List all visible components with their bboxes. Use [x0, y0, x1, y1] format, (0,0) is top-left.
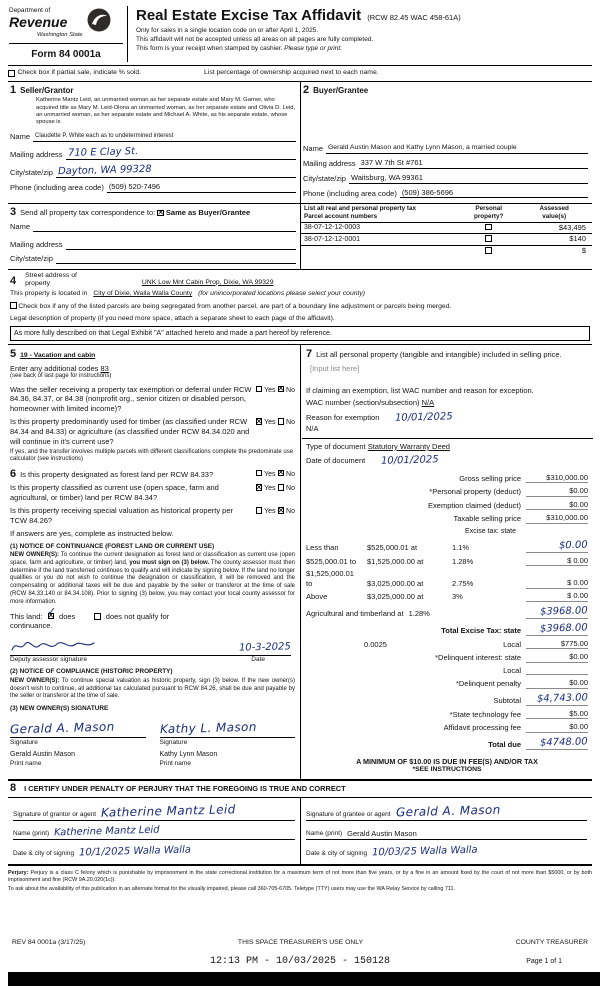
buyer-phone-value: (509) 386-5696	[401, 187, 454, 197]
deputy-assessor-signature-label: Deputy assessor signature	[10, 656, 87, 664]
assessed-value-header1: Assessed	[539, 205, 569, 213]
total-due-handwritten: $4748.00	[540, 736, 589, 749]
segregated-checkbox[interactable]	[10, 302, 17, 309]
ownership-percentage-note: List percentage of ownership acquired next to each name.	[204, 69, 379, 77]
bracket3-rate: 2.75%	[452, 578, 474, 588]
exemption-note: If claiming an exemption, list WAC number and reason for exception.	[306, 385, 534, 395]
street-address-label2: property	[25, 279, 51, 287]
section-1-number: 1	[10, 83, 17, 96]
grantor-signature-block	[8, 798, 300, 865]
print-name-label: Print name	[10, 759, 42, 767]
gross-selling-price-label: Gross selling price	[459, 473, 521, 483]
section-buyer-grantee	[300, 82, 592, 203]
yes-label: Yes	[264, 485, 276, 493]
grantee-signature-value[interactable]: Gerald A. Mason	[395, 802, 501, 820]
date-of-document-label: Date of document	[306, 455, 366, 465]
grantee-signature-label: Signature of grantee or agent	[306, 811, 391, 818]
partial-sale-row	[8, 66, 592, 82]
revenue-wordmark: Revenue	[9, 14, 68, 31]
this-land-label: This land:	[10, 611, 43, 621]
segregated-label: Check box if any of the listed parcels are being segregated from another parcel, are part of a boundary line adjustment or parcels being merged.	[18, 303, 452, 311]
assessed-value[interactable]: $140	[569, 234, 586, 244]
no-label: No	[286, 508, 295, 516]
grantee-date-city-value[interactable]: 10/03/25 Walla Walla	[371, 845, 478, 859]
additional-codes-value[interactable]: 83	[100, 363, 109, 373]
local-rate: 0.0025	[364, 639, 387, 649]
excise-tax-state-header: Excise tax: state	[465, 527, 516, 535]
total-excise-state-value[interactable]	[526, 622, 588, 636]
treasurer-space-label: THIS SPACE TREASURER'S USE ONLY	[237, 939, 364, 947]
does-label: does	[59, 611, 76, 621]
seller-city-label: City/state/zip	[10, 168, 53, 178]
buyer-city-value: Waitsburg, WA 99361	[350, 172, 423, 182]
seller-phone-value: (509) 520-7496	[108, 181, 161, 191]
exemption-deferral-question: Was the seller receiving a property tax exemption or deferral under RCW 84.36, 84.37, or 84.38 (nonprofit org., senior citizen or disabled person, homeowner with limited income)?	[10, 384, 252, 414]
correspondence-name-field[interactable]	[33, 223, 296, 232]
parcel-row	[301, 234, 592, 246]
correspondence-mailing-field[interactable]	[66, 241, 296, 250]
reason-exemption-handwritten-date[interactable]: 10/01/2025	[395, 411, 454, 424]
handwritten-check-icon: ✓	[46, 604, 56, 618]
bracket2-value[interactable]: $ 0.00	[526, 556, 588, 567]
assessed-value[interactable]: $43,495	[558, 222, 586, 232]
yes-checkbox[interactable]	[256, 470, 263, 477]
grantor-signature-value[interactable]: Katherine Mantz Leid	[100, 802, 236, 820]
bracket2-label: $525,000.01 to	[306, 556, 357, 566]
street-address-value[interactable]: UNK Low Mnt Cabin Prop, Dixie, WA 99329	[141, 278, 274, 286]
personal-property-checkbox[interactable]	[485, 247, 492, 254]
seller-name-field[interactable]	[33, 130, 296, 142]
agricultural-timberland-rate: 1.28%	[408, 609, 430, 619]
seller-city-value: Dayton, WA 99328	[57, 163, 152, 178]
section-tax-correspondence	[8, 204, 300, 268]
parcel-table	[300, 204, 592, 268]
yes-label: Yes	[264, 508, 276, 516]
correspondence-name-label: Name	[10, 222, 31, 232]
wac-number-label: WAC number (section/subsection)	[306, 398, 420, 408]
yes-checkbox[interactable]	[256, 386, 263, 393]
partial-sale-checkbox[interactable]	[8, 70, 15, 77]
see-back-note: (see back of last page for instructions)	[10, 373, 112, 380]
note-single-location: Only for sales in a single location code on or after April 1, 2025.	[136, 26, 319, 34]
section-2-number: 2	[303, 83, 310, 96]
state-technology-fee-label: *State technology fee	[449, 709, 521, 719]
type-of-document-value[interactable]: Statutory Warranty Deed	[367, 441, 450, 451]
seller-city-field[interactable]	[56, 164, 296, 178]
total-due-value[interactable]	[526, 736, 588, 750]
wac-number-value[interactable]: N/A	[421, 398, 435, 408]
form-header	[8, 6, 592, 66]
assessed-value-header2: value(s)	[542, 213, 567, 220]
section-3-number: 3	[10, 206, 17, 219]
rcw-reference: (RCW 82.45 WAC 458-61A)	[367, 13, 461, 22]
correspondence-city-label: City/state/zip	[10, 253, 53, 263]
yes-checkbox[interactable]	[256, 507, 263, 514]
current-use-question: Is this property classified as current use (open space, farm and agricultural, or timber) land per RCW 84.34?	[10, 483, 219, 503]
new-owner-2-block	[160, 721, 296, 769]
grantee-print-name-value[interactable]: Gerald Austin Mason	[347, 828, 417, 838]
total-excise-handwritten: $3968.00	[540, 622, 589, 635]
forest-land-question: Is this property designated as forest land per RCW 84.33?	[20, 469, 214, 479]
no-label: No	[286, 470, 295, 478]
redaction-bar	[8, 972, 600, 986]
affidavit-processing-fee-label: Affidavit processing fee	[443, 723, 521, 733]
does-not-qualify-checkbox[interactable]	[94, 613, 101, 620]
buyer-name-value: Gerald Austin Mason and Kathy Lynn Mason, a married couple	[328, 144, 517, 152]
seller-names-text: Katherine Mantz Leid, an unmarried woman as her separate estate and Mary M. Garner, who acquired title as Mary M. Leid-Olona an unmarried woman, as her separate estate and Olivia D. Leid, an unmarried woman, as her separate estate and Michael A. White, as his separate estate, whose spouse is	[36, 97, 296, 126]
taxable-selling-price-label: Taxable selling price	[453, 514, 521, 524]
buyer-mailing-value: 337 W 7th St #761	[360, 158, 423, 168]
note-receipt: This form is your receipt when stamped by cashier.	[136, 45, 283, 53]
new-owners-lead: NEW OWNER(S):	[10, 551, 59, 558]
continuance-label: continuance.	[10, 621, 53, 631]
type-of-document-label: Type of document	[306, 441, 366, 451]
section-seller-grantor	[8, 82, 300, 203]
page-number: Page 1 of 1	[526, 957, 562, 965]
grantor-print-name-label: Name (print)	[13, 830, 50, 837]
bracket1-rate: 1.1%	[452, 543, 470, 553]
footer-row	[12, 939, 588, 948]
certify-statement: I CERTIFY UNDER PENALTY OF PERJURY THAT THE FOREGOING IS TRUE AND CORRECT	[24, 784, 346, 794]
timber-agriculture-question: Is this property predominantly used for timber (as classified under RCW 84.34 and 84.33) or agriculture (as classified under RCW 84.34.020 and will continue in it's current use?	[10, 417, 250, 446]
buyer-phone-field[interactable]	[400, 188, 588, 199]
no-checkbox[interactable]	[278, 418, 285, 425]
agricultural-timberland-value[interactable]	[526, 605, 588, 619]
notice-continuance-body-c: The county assessor must then determine if the land transferred continues to qualify and will indicate by signing below. If the land no longer qualifies or you do not wish to continue the designation or classification, it will be removed and the compensating or additional taxes will be due and payable by the seller or transferor at the time of sale (RCW 84.33.140 or 84.34.108). Prior to signing (3) below, you may contact your local county assessor for more information.	[10, 559, 296, 605]
exemption-claimed-label: Exemption claimed (deduct)	[428, 500, 521, 510]
no-checkbox[interactable]	[278, 484, 285, 491]
yes-checkbox[interactable]	[256, 484, 263, 491]
county-treasurer-label: COUNTY TREASURER	[515, 939, 588, 947]
state-technology-fee-value[interactable]: $5.00	[526, 709, 588, 720]
same-as-buyer-checkbox[interactable]	[157, 210, 164, 217]
bracket3-value[interactable]: $ 0.00	[526, 578, 588, 589]
subtotal-label: Subtotal	[493, 696, 521, 706]
no-label: No	[286, 485, 295, 493]
agricultural-timberland-label: Agricultural and timberland at	[306, 609, 404, 619]
notice-continuance-body-bold: you must sign on (3) below.	[129, 559, 210, 566]
yes-checkbox[interactable]	[256, 418, 263, 425]
bracket4-amount: $3,025,000.00 at	[367, 592, 424, 602]
same-as-buyer-label: Same as Buyer/Grantee	[165, 208, 251, 218]
subtotal-value[interactable]	[526, 692, 588, 706]
sections-5-and-6	[8, 345, 300, 779]
personal-property-checkbox[interactable]	[485, 235, 492, 242]
complete-as-instructed-note: If answers are yes, complete as instructed below.	[10, 528, 174, 538]
located-in-value[interactable]: City of Dixie, Walla Walla County	[93, 290, 193, 298]
signature-label: Signature	[159, 739, 188, 747]
grantor-date-city-value[interactable]: 10/1/2025 Walla Walla	[78, 844, 192, 859]
gross-selling-price-value[interactable]: $310,000.00	[526, 473, 588, 484]
legal-description-label: Legal description of property (if you need more space, attach a separate sheet to each page of the affidavit).	[10, 314, 335, 322]
date-of-document-value[interactable]: 10/01/2025	[381, 453, 440, 467]
bracket3-label: $1,525,000.01 to	[306, 569, 354, 588]
grantee-date-city-label: Date & city of signing	[306, 850, 368, 857]
section-property-location	[8, 270, 592, 345]
notice-compliance-body: To continue special valuation as historic property, sign (3) below. If the new owner(s) doesn't wish to continue, all additional tax calculated pursuant to RCW 84.26, shall be due and payable by the seller or transferor at the time of sale.	[10, 677, 295, 700]
note-type-or-print: Please type or print.	[284, 45, 342, 53]
section-8-number: 8	[10, 782, 17, 795]
seller-name-value: Claudette P. White each as to undetermined interest	[35, 133, 174, 140]
parcel-number[interactable]: 38-07-12-12-0001	[304, 235, 361, 243]
section-6-number: 6	[10, 467, 17, 480]
seller-phone-field[interactable]	[107, 182, 296, 193]
bracket3-amount: $3,025,000.00 at	[367, 578, 424, 588]
signature-label: Signature	[10, 739, 38, 747]
no-checkbox[interactable]	[278, 386, 285, 393]
seller-phone-label: Phone (including area code)	[10, 182, 104, 192]
personal-property-intro: List all personal property (tangible and intangible) included in selling price.	[316, 349, 562, 359]
reason-exemption-value[interactable]: N/A	[306, 424, 319, 434]
agricultural-handwritten: $3968.00	[540, 605, 589, 618]
buyer-city-field[interactable]	[349, 173, 588, 184]
personal-property-header1: Personal	[475, 205, 502, 213]
deputy-assessor-signature-scribble	[10, 638, 96, 654]
parcel-row	[301, 246, 592, 258]
local2-value[interactable]	[526, 667, 588, 675]
no-checkbox[interactable]	[278, 470, 285, 477]
buyer-grantee-title: Buyer/Grantee	[313, 85, 369, 95]
correspondence-city-field[interactable]	[56, 255, 296, 264]
taxable-selling-price-value[interactable]: $310,000.00	[526, 513, 588, 524]
yes-label: Yes	[264, 470, 276, 478]
correspondence-parcels-sections	[8, 204, 592, 269]
certify-bar	[8, 781, 592, 798]
personal-property-list-field[interactable]: [Input list here]	[310, 363, 360, 373]
new-owners-signature-title: (3) NEW OWNER(S) SIGNATURE	[10, 705, 109, 713]
seller-mailing-label: Mailing address	[10, 150, 63, 160]
notice-continuance-title: (1) NOTICE OF CONTINUANCE (FOREST LAND OR CURRENT USE)	[10, 542, 215, 550]
section-divider	[302, 438, 593, 439]
parcel-header-line2: Parcel account numbers	[304, 213, 378, 220]
form-number: Form 84 0001a	[9, 43, 123, 62]
section-4-number: 4	[10, 275, 17, 288]
see-instructions-note: *SEE INSTRUCTIONS	[412, 766, 482, 774]
buyer-mailing-field[interactable]	[359, 158, 588, 169]
parcel-number[interactable]: 38-07-12-12-0003	[304, 224, 361, 232]
deputy-assessor-signature-line[interactable]	[10, 638, 291, 656]
washington-state-label: Washington State	[37, 31, 83, 38]
does-not-qualify-label: does not qualify for	[105, 611, 170, 621]
form-title: Real Estate Excise Tax Affidavit	[136, 7, 362, 24]
bracket4-rate: 3%	[452, 592, 463, 602]
new-owner-1-print-name: Gerald Austin Mason	[10, 750, 75, 758]
exemption-claimed-value[interactable]: $0.00	[526, 500, 588, 511]
agency-block	[8, 6, 128, 62]
buyer-mailing-label: Mailing address	[303, 159, 356, 169]
buyer-name-field[interactable]	[326, 142, 588, 154]
bracket4-value[interactable]: $ 0.00	[526, 591, 588, 602]
bracket2-rate: 1.28%	[452, 556, 474, 566]
grantee-signature-block	[300, 798, 592, 865]
located-in-note: (for unincorporated locations please select your county)	[198, 290, 366, 298]
yes-label: Yes	[264, 386, 276, 394]
accessibility-note: To ask about the availability of this publication in an alternate format for the visually impaired, please call 360-705-6705. Teletype (TTY) users may use the WA Relay Service by calling 711.	[8, 886, 455, 893]
predominate-use-note: If yes, and the transfer involves multiple parcels with different classifications complete the predominate use calculator (see instructions)	[10, 448, 294, 463]
bracket1-handwritten: $0.00	[559, 539, 589, 552]
total-due-label: Total due	[488, 739, 521, 749]
parcel-row	[301, 223, 592, 235]
local-value[interactable]: $775.00	[526, 639, 588, 650]
signature-section	[8, 798, 592, 867]
assessed-value[interactable]: $	[581, 246, 586, 256]
section-5-number: 5	[10, 347, 17, 360]
affidavit-processing-fee-value[interactable]: $0.00	[526, 722, 588, 733]
rev-number: REV 84 0001a (3/17/25)	[12, 939, 86, 947]
seller-mailing-value: 710 E Clay St.	[67, 146, 138, 159]
no-checkbox[interactable]	[278, 507, 285, 514]
no-label: No	[286, 419, 295, 427]
local2-label: Local	[503, 665, 521, 675]
perjury-text: Perjury is a class C felony which is punishable by imprisonment in the state correctional institution for a maximum term of not more than five years, or by a fine in an amount fixed by the court of not more than $5000, or by both imprisonment and fine (RCW 9A.20.020(1c)).	[8, 870, 593, 884]
delinquent-interest-label: *Delinquent interest: state	[435, 653, 521, 663]
buyer-name-label: Name	[303, 144, 324, 154]
parcel-header-line1: List all real and personal property tax	[304, 205, 416, 213]
personal-property-deduct-value[interactable]: $0.00	[526, 486, 588, 497]
new-owner-1-signature[interactable]: Gerald A. Mason	[9, 719, 115, 736]
minimum-due-note: A MINIMUM OF $10.00 IS DUE IN FEE(S) AND/OR TAX	[356, 756, 538, 766]
bracket4-label: Above	[306, 592, 328, 602]
historical-property-question: Is this property receiving special valuation as historical property per TCW 84.26?	[10, 506, 234, 526]
correspondence-label: Send all property tax correspondence to:	[20, 208, 156, 218]
subtotal-handwritten: $4,743.00	[536, 692, 589, 705]
seller-mailing-field[interactable]	[66, 146, 296, 160]
grantor-date-city-label: Date & city of signing	[13, 850, 75, 857]
legal-description-value[interactable]: As more fully described on that Legal Exhibit "A" attached hereto and made a part hereof by reference.	[10, 326, 590, 341]
personal-property-checkbox[interactable]	[485, 224, 492, 231]
seller-buyer-sections	[8, 82, 592, 204]
local-label: Local	[503, 639, 521, 649]
section-7-and-financial	[300, 345, 592, 779]
middle-sections	[8, 345, 592, 781]
department-of-label: Department of	[9, 7, 51, 14]
reason-exemption-label: Reason for exemption	[306, 413, 380, 423]
seller-name-label: Name	[10, 132, 31, 142]
grantor-signature-label: Signature of grantor or agent	[13, 811, 97, 818]
parcel-table-header	[301, 204, 592, 222]
street-address-label1: Street address of	[25, 271, 77, 279]
personal-property-header2: property?	[473, 213, 504, 220]
bracket1-label: Less than	[306, 543, 339, 553]
new-owners-lead: NEW OWNER(S):	[10, 677, 60, 684]
deputy-assessor-date-value[interactable]: 10-3-2025	[239, 641, 292, 654]
deputy-date-label: Date	[251, 656, 265, 664]
no-label: No	[286, 386, 295, 394]
delinquent-penalty-value[interactable]: $0.00	[526, 678, 588, 689]
notice-continuance-body-a: To continue the current designation as forest land or classification as current use (open space, farm and agriculture, or timber) land,	[10, 551, 296, 566]
dor-seal-icon	[86, 7, 112, 33]
grantor-print-name-value[interactable]: Katherine Mantz Leid	[53, 825, 160, 839]
correspondence-mailing-label: Mailing address	[10, 240, 63, 250]
bracket1-value[interactable]	[526, 539, 588, 553]
located-in-label: This property is located in	[10, 290, 88, 298]
new-owner-1-block	[10, 721, 146, 769]
new-owner-2-print-name: Kathy Lynn Mason	[159, 750, 218, 758]
personal-property-deduct-label: *Personal property (deduct)	[429, 487, 521, 497]
bracket1-amount: $525,000.01 at	[367, 543, 418, 553]
perjury-lead: Perjury:	[8, 870, 29, 877]
additional-codes-label: Enter any additional codes	[10, 363, 99, 373]
use-code-value[interactable]: 19 - Vacation and cabin	[20, 351, 96, 359]
notice-compliance-title: (2) NOTICE OF COMPLIANCE (HISTORIC PROPERTY)	[10, 668, 173, 676]
note-fully-completed: This affidavit will not be accepted unless all areas on all pages are fully completed.	[136, 35, 374, 43]
bracket2-amount: $1,525,000.00 at	[367, 556, 424, 566]
partial-sale-label: Check box if partial sale, indicate % sold.	[17, 69, 142, 77]
grantee-print-name-label: Name (print)	[306, 830, 343, 837]
yes-label: Yes	[264, 419, 276, 427]
total-excise-state-label: Total Excise Tax: state	[441, 626, 521, 636]
new-owner-2-signature[interactable]: Kathy L. Mason	[159, 719, 257, 736]
cashier-timestamp: 12:13 PM - 10/03/2025 - 150128	[209, 956, 391, 967]
buyer-city-label: City/state/zip	[303, 173, 346, 183]
seller-grantor-title: Seller/Grantor	[20, 85, 74, 95]
buyer-phone-label: Phone (including area code)	[303, 188, 397, 198]
section-7-number: 7	[306, 347, 313, 360]
print-name-label: Print name	[159, 759, 191, 767]
delinquent-interest-value[interactable]: $0.00	[526, 652, 588, 663]
delinquent-penalty-label: *Delinquent penalty	[455, 679, 521, 689]
